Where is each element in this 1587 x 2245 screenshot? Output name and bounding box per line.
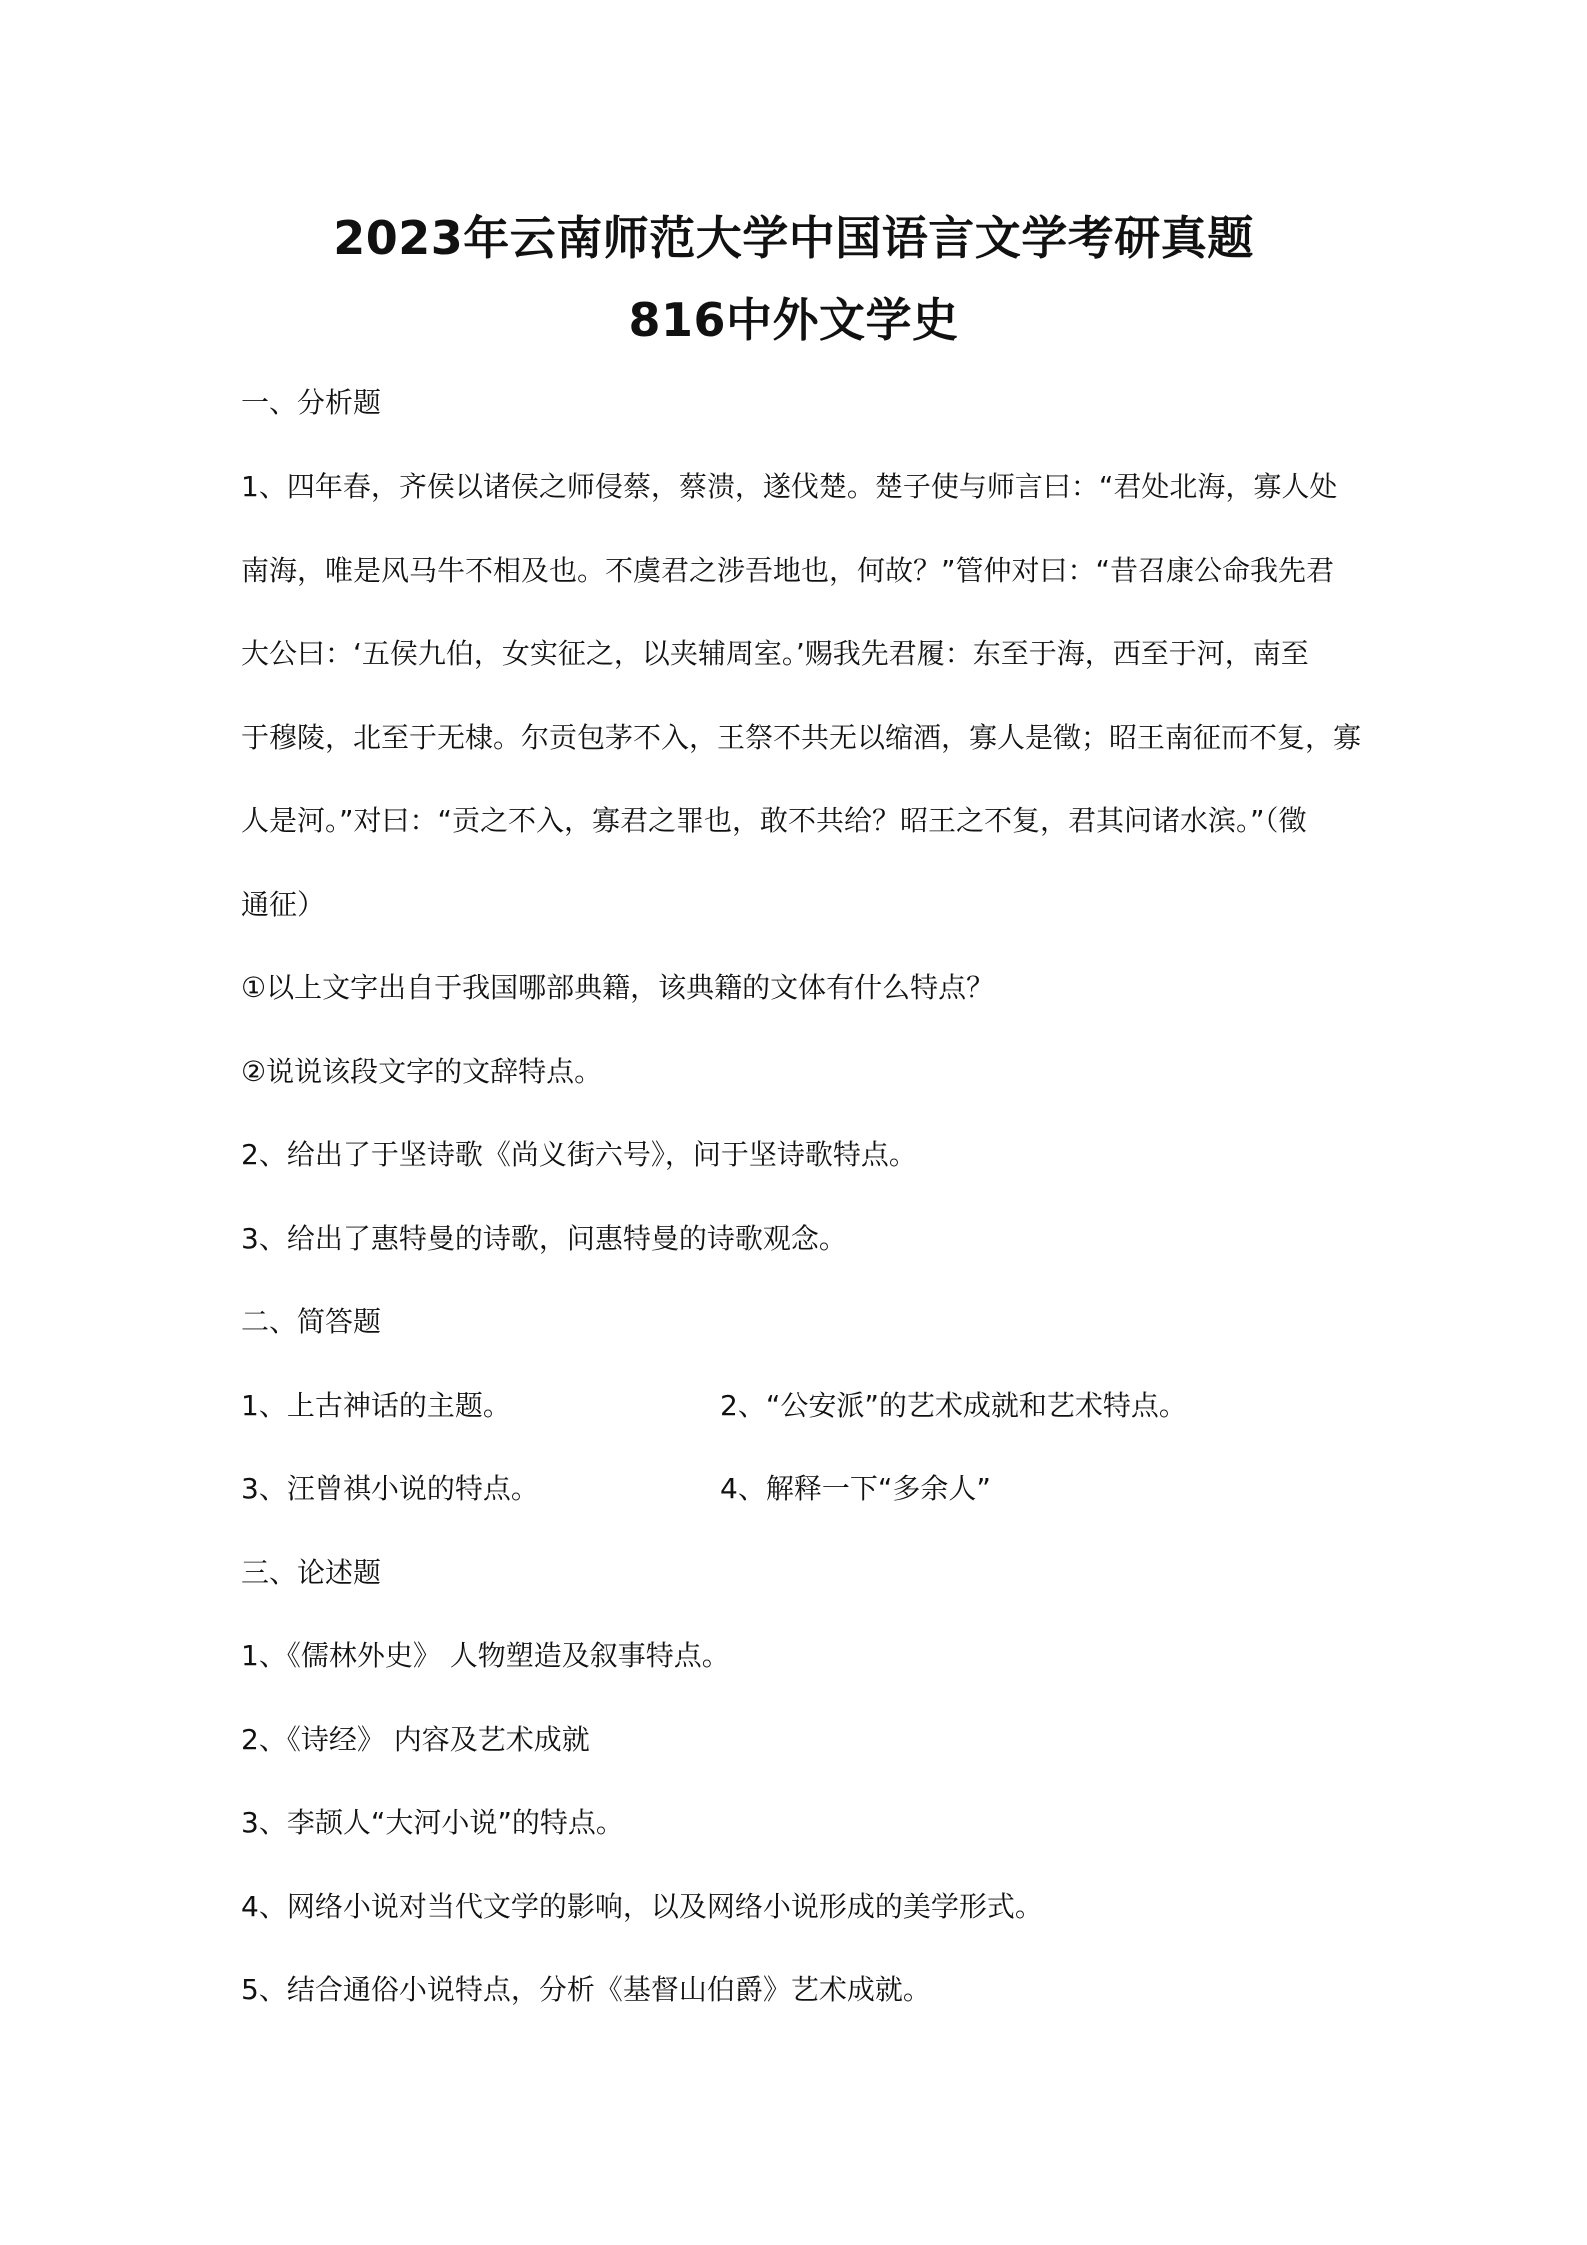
document-title: 2023年云南师范大学中国语言文学考研真题 [333,211,1254,265]
document-subtitle: 816中外文学史 [628,293,959,347]
section-heading-short-answer: 二、简答题 [241,1305,382,1338]
section-heading-analysis: 一、分析题 [241,386,382,419]
question-1-line-3: 大公曰：‘五侯九伯，女实征之，以夹辅周室。’赐我先君履：东至于海，西至于河，南至 [241,637,1309,670]
question-1-subquestion-1: ①以上文字出自于我国哪部典籍，该典籍的文体有什么特点？ [241,971,995,1004]
essay-question-2: 2、《诗经》 内容及艺术成就 [241,1723,590,1756]
question-2: 2、给出了于坚诗歌《尚义街六号》，问于坚诗歌特点。 [241,1138,917,1171]
essay-question-3: 3、李颉人“大河小说”的特点。 [241,1806,624,1839]
essay-question-5: 5、结合通俗小说特点，分析《基督山伯爵》艺术成就。 [241,1973,931,2006]
question-1-line-4: 于穆陵，北至于无棣。尔贡包茅不入，王祭不共无以缩酒，寡人是徵；昭王南征而不复，寡 [241,721,1362,754]
essay-question-1: 1、《儒林外史》 人物塑造及叙事特点。 [241,1639,730,1672]
question-1-line-5: 人是河。”对曰：“贡之不入，寡君之罪也，敢不共给？昭王之不复，君其问诸水滨。”（徵 [241,804,1307,837]
essay-question-4: 4、网络小说对当代文学的影响，以及网络小说形成的美学形式。 [241,1890,1043,1923]
question-1-line-1: 1、四年春，齐侯以诸侯之师侵蔡，蔡溃，遂伐楚。楚子使与师言曰：“君处北海，寡人处 [241,470,1338,503]
short-answer-question-4: 4、解释一下“多余人” [720,1472,991,1505]
short-answer-question-2: 2、“公安派”的艺术成就和艺术特点。 [720,1389,1187,1422]
question-1-line-6: 通征） [241,888,326,921]
question-3: 3、给出了惠特曼的诗歌，问惠特曼的诗歌观念。 [241,1222,847,1255]
short-answer-question-1: 1、上古神话的主题。 [241,1389,511,1422]
section-heading-essay: 三、论述题 [241,1556,382,1589]
question-1-line-2: 南海，唯是风马牛不相及也。不虞君之涉吾地也，何故？”管仲对曰：“昔召康公命我先君 [241,554,1335,587]
short-answer-question-3: 3、汪曾祺小说的特点。 [241,1472,539,1505]
question-1-subquestion-2: ②说说该段文字的文辞特点。 [241,1055,603,1088]
